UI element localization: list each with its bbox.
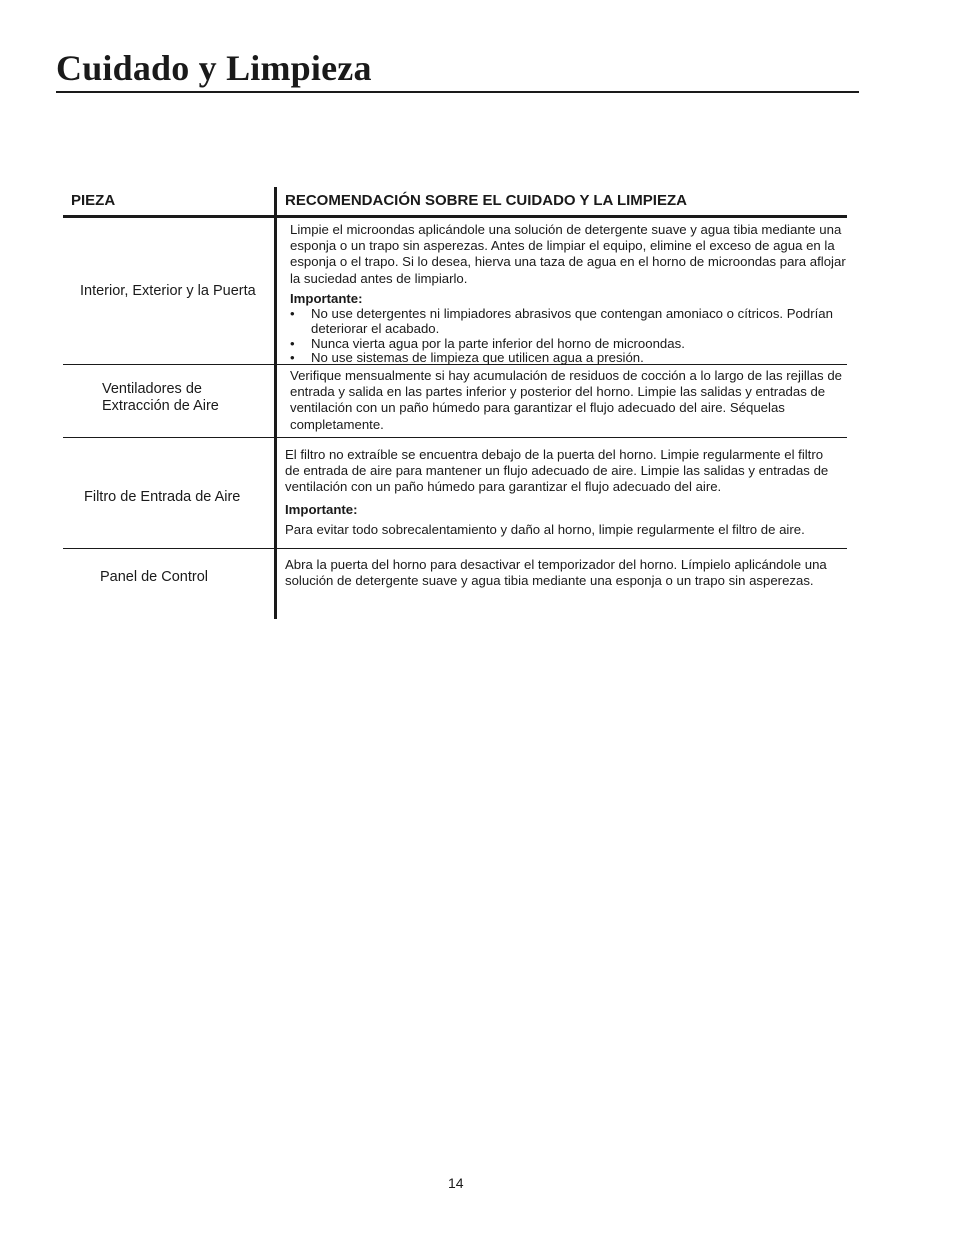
table-row-interior (63, 218, 847, 365)
part-name (80, 283, 256, 300)
recommendation-text: Limpie el microondas aplicándole una solución de detergente suave y agua tibia mediante una esponja o un trapo sin asperezas. Antes de limpiar el equipo, elimine el exceso de agua en la esponja o el trapo. Si lo desea, hierva una taza de agua en el horno de microondas para aflojar la suciedad antes de limpiarlo. (290, 222, 846, 286)
page-title: Cuidado y Limpieza (56, 48, 372, 88)
list-item: • Nunca vierta agua por la parte inferior del horno de microondas. (290, 337, 848, 352)
important-list (290, 307, 848, 366)
table-row-air-filter (63, 438, 847, 549)
part-name-line: Interior, Exterior y la Puerta (80, 283, 256, 299)
part-name (84, 489, 240, 506)
recommendation-text: Abra la puerta del horno para desactivar el temporizador del horno. Límpielo aplicándole una solución de detergente suave y agua tibia mediante una esponja o un trapo sin asperezas. (285, 557, 827, 589)
important-label: Importante: (285, 501, 358, 517)
table-row-control-panel (63, 549, 847, 619)
recommendation-cell (290, 368, 852, 433)
table-row-exhaust-fans (63, 365, 847, 438)
page-number: 14 (448, 1175, 464, 1191)
part-name-line: Panel de Control (100, 569, 209, 585)
recommendation-cell (290, 222, 848, 366)
list-item: • No use detergentes ni limpiadores abrasivos que contengan amoniaco o cítricos. Podrían deteriorar el acabado. (290, 307, 848, 337)
part-name-line: Ventiladores de (102, 381, 202, 397)
list-item: • No use sistemas de limpieza que utilicen agua a presión. (290, 351, 848, 366)
part-name (102, 381, 219, 415)
table-header (63, 187, 847, 218)
part-name (100, 569, 208, 586)
recommendation-cell (285, 447, 835, 538)
important-text: Para evitar todo sobrecalentamiento y daño al horno, limpie regularmente el filtro de aire. (285, 521, 805, 537)
part-name-line: Extracción de Aire (102, 398, 219, 414)
recommendation-text: Verifique mensualmente si hay acumulación de residuos de cocción a lo largo de las rejillas de entrada y salida en las partes inferior y posterior del horno. Limpie las salidas y entradas de ventilación con un paño húmedo para garantizar el flujo adecuado del aire. Séquelas completamente. (290, 368, 842, 432)
part-name-line: Filtro de Entrada de Aire (84, 489, 241, 505)
recommendation-cell (285, 557, 835, 589)
header-recommendation: RECOMENDACIÓN SOBRE EL CUIDADO Y LA LIMPIEZA (285, 192, 687, 209)
header-part: PIEZA (71, 192, 116, 209)
recommendation-text: El filtro no extraíble se encuentra debajo de la puerta del horno. Limpie regularmente el filtro de entrada de aire para mantener un flujo adecuado de aire. Limpie las salidas y entradas de ventilación con un paño húmedo para garantizar el flujo adecuado del aire. (285, 447, 829, 495)
title-rule (56, 91, 859, 93)
important-label: Importante: (290, 290, 363, 306)
